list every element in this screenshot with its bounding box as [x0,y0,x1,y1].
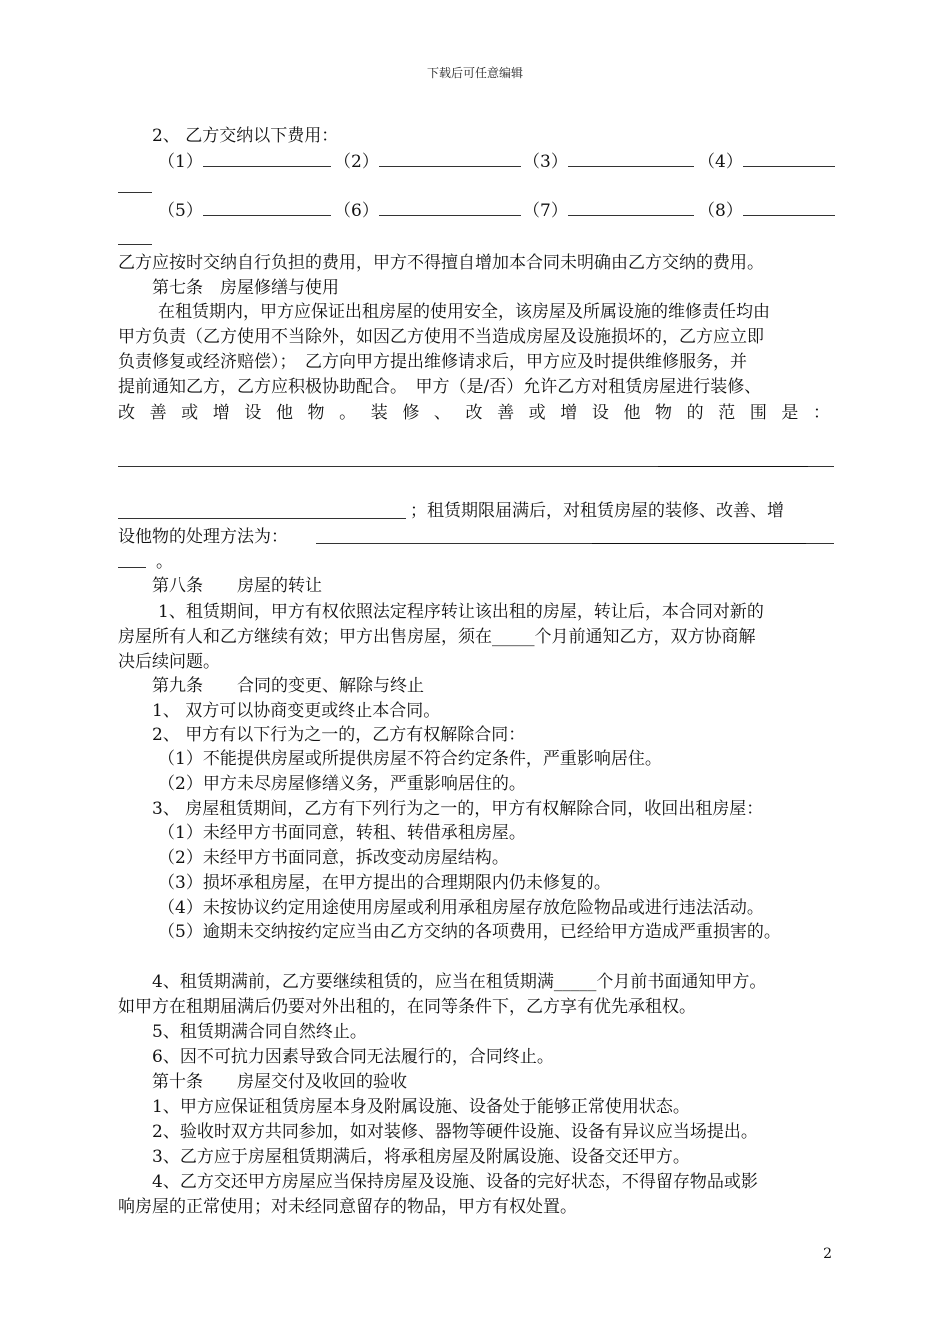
fill-in-line [806,543,834,544]
article-7-line: 设他物的处理方法为： [118,527,288,547]
article-7-line: 。 [156,552,173,572]
article-8-line: 决后续问题。 [118,652,220,672]
fee-item-5: （5） [158,199,331,223]
article-7-line: 提前通知乙方，乙方应积极协助配合。 甲方（是/否）允许乙方对租赁房屋进行装修、 [118,377,762,397]
fill-in-line [118,466,658,467]
article-10-line: 2、验收时双方共同参加，如对装修、器物等硬件设施、设备有异议应当场提出。 [152,1122,758,1142]
article-9-line: （2）甲方未尽房屋修缮义务，严重影响居住的。 [158,774,526,794]
article-10-line: 4、乙方交还甲方房屋应当保持房屋及设施、设备的完好状态，不得留存物品或影 [152,1172,758,1192]
fee-item-6: （6） [334,199,521,223]
fee-item-8: （8） [698,199,835,223]
article-9-title: 第九条 合同的变更、解除与终止 [152,676,424,696]
article-7-line: 甲方负责（乙方使用不当除外，如因乙方使用不当造成房屋及设施损坏的，乙方应立即 [118,327,764,347]
fee-item-7: （7） [523,199,694,223]
article-8-line: 房屋所有人和乙方继续有效；甲方出售房屋，须在_____个月前通知乙方，双方协商解 [118,627,756,647]
article-9-line: （5）逾期未交纳按约定应当由乙方交纳的各项费用，已经给甲方造成严重损害的。 [158,922,781,942]
article-9-line: （4）未按协议约定用途使用房屋或利用承租房屋存放危险物品或进行违法活动。 [158,898,764,918]
article-9-line: 6、因不可抗力因素导致合同无法履行的，合同终止。 [152,1047,554,1067]
article-8-line: 1、租赁期间，甲方有权依照法定程序转让该出租的房屋，转让后，本合同对新的 [158,602,764,622]
fee-item-2: （2） [334,150,521,174]
fill-in-line [808,466,834,467]
article-9-line: 2、 甲方有以下行为之一的，乙方有权解除合同： [152,725,526,745]
article-10-line: 3、乙方应于房屋租赁期满后，将承租房屋及附属设施、设备交还甲方。 [152,1147,690,1167]
fees-note: 乙方应按时交纳自行负担的费用，甲方不得擅自增加本合同未明确由乙方交纳的费用。 [118,253,764,273]
article-9-line: （1）未经甲方书面同意，转租、转借承租房屋。 [158,823,526,843]
article-9-line: （2）未经甲方书面同意，拆改变动房屋结构。 [158,848,509,868]
article-10-line: 响房屋的正常使用；对未经同意留存的物品，甲方有权处置。 [118,1197,577,1217]
fill-in-line [592,543,806,544]
article-9-line: 如甲方在租期届满后仍要对外出租的，在同等条件下，乙方享有优先承租权。 [118,997,696,1017]
article-9-line: 4、租赁期满前，乙方要继续租赁的，应当在租赁期满_____个月前书面通知甲方。 [152,972,767,992]
article-9-line: （3）损坏承租房屋，在甲方提出的合理期限内仍未修复的。 [158,873,611,893]
article-10-title: 第十条 房屋交付及收回的验收 [152,1072,407,1092]
article-7-title: 第七条 房屋修缮与使用 [152,278,339,298]
article-9-line: 1、 双方可以协商变更或终止本合同。 [152,701,441,721]
page-number: 2 [823,1246,832,1262]
fee-line-continuation [118,192,152,193]
article-9-line: （1）不能提供房屋或所提供房屋不符合约定条件，严重影响居住。 [158,749,662,769]
fee-item-4: （4） [698,150,835,174]
article-7-line: 改善或增设他物。装修、改善或增设他物的范围是： [118,403,830,423]
fee-line-continuation [118,244,152,245]
fill-in-line [118,567,146,568]
article-8-title: 第八条 房屋的转让 [152,576,322,596]
fill-in-line [118,518,406,519]
fill-in-line [658,466,808,467]
article-10-line: 1、甲方应保证租赁房屋本身及附属设施、设备处于能够正常使用状态。 [152,1097,690,1117]
article-7-line: ；租赁期限届满后，对租赁房屋的装修、改善、增 [410,501,784,521]
fill-in-line [316,543,592,544]
fees-heading: 2、 乙方交纳以下费用： [152,126,339,146]
article-9-line: 3、 房屋租赁期间，乙方有下列行为之一的，甲方有权解除合同，收回出租房屋： [152,799,764,819]
article-7-line: 负责修复或经济赔偿）； 乙方向甲方提出维修请求后，甲方应及时提供维修服务，并 [118,352,747,372]
article-9-line: 5、租赁期满合同自然终止。 [152,1022,367,1042]
page-header: 下载后可任意编辑 [426,66,523,80]
fee-item-1: （1） [158,150,331,174]
article-7-line: 在租赁期内，甲方应保证出租房屋的使用安全，该房屋及所属设施的维修责任均由 [158,302,770,322]
fee-item-3: （3） [523,150,694,174]
